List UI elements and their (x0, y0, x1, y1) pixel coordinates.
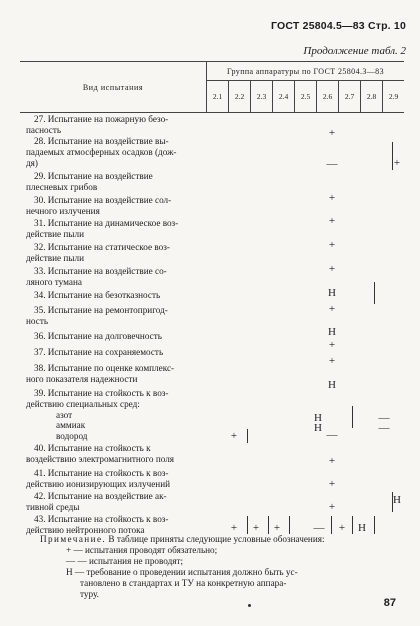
row-text: Испытание на стойкость к (47, 443, 151, 453)
column-rule (374, 282, 375, 304)
column-header: 2.7 (339, 81, 361, 112)
mark-h: Н (314, 422, 322, 434)
column-rule (247, 516, 248, 534)
row-text: Испытание на воздействие (47, 171, 153, 181)
row-text-cont: плесневых грибов (26, 181, 98, 192)
row-text: Испытание на стойкость к воз- (47, 388, 169, 398)
row-number: 30. (34, 195, 46, 205)
table-row (26, 218, 202, 240)
column-header: 2.1 (207, 81, 229, 112)
running-header (271, 20, 406, 32)
row-text-cont: ность (26, 315, 49, 326)
row-number: 29. (34, 171, 46, 181)
note-intro: В таблице приняты следующие условные обозначения: (108, 534, 325, 544)
table-row (26, 491, 202, 513)
table-row (26, 114, 202, 136)
row-text: Испытание на воздействие вы- (47, 136, 169, 146)
row-number: 37. (34, 347, 46, 357)
table-row (26, 388, 202, 442)
mark-plus: + (252, 522, 260, 534)
column-rule (392, 142, 393, 170)
note-legend-h-cont: туру. (80, 589, 99, 599)
note-legend-h: Н — требование о проведении испытания должно быть ус- (66, 567, 298, 577)
row-number: 27. (34, 114, 46, 124)
mark-plus: + (393, 157, 401, 169)
mark-minus: — (326, 429, 338, 441)
row-text: Испытание на пожарную безо- (47, 114, 169, 124)
table-row (26, 363, 202, 385)
mark-h: Н (328, 326, 336, 338)
row-text-cont: ного показателя надежности (26, 373, 138, 384)
test-type-header: Вид испытания (20, 62, 207, 113)
mark-plus: + (328, 215, 336, 227)
mark-minus: — (378, 422, 390, 434)
mark-minus: — (313, 522, 325, 534)
medium-vodorod: водород (56, 431, 88, 442)
mark-plus: + (338, 522, 346, 534)
page-mark (248, 604, 251, 607)
mark-plus: + (328, 339, 336, 351)
page-ref: Стр. 10 (367, 20, 406, 32)
column-headers (207, 81, 404, 113)
mark-plus: + (328, 478, 336, 490)
row-number: 33. (34, 266, 46, 276)
row-number: 43. (34, 514, 46, 524)
row-number: 42. (34, 491, 46, 501)
mark-plus: + (328, 501, 336, 513)
table-row (26, 347, 202, 358)
row-text: Испытание на стойкость к воз- (47, 514, 169, 524)
column-rule (331, 516, 332, 534)
mark-h: Н (358, 522, 366, 534)
row-text-cont: действие пыли (26, 252, 84, 263)
test-groups-table (20, 61, 404, 535)
table-row (26, 514, 202, 536)
mark-plus: + (230, 430, 238, 442)
mark-plus: + (328, 355, 336, 367)
row-number: 36. (34, 331, 46, 341)
row-text: Испытание на безотказность (47, 290, 161, 300)
row-number: 39. (34, 388, 46, 398)
table-note (40, 534, 400, 600)
column-rule (289, 516, 290, 534)
row-number: 31. (34, 218, 46, 228)
row-text: Испытание на воздействие ак- (47, 491, 167, 501)
row-text: Испытание на сохраняемость (47, 347, 164, 357)
row-text-cont: действию специальных сред: (26, 398, 140, 409)
standard-id: ГОСТ 25804.5—83 (271, 20, 365, 32)
row-number: 38. (34, 363, 46, 373)
table-row (26, 443, 202, 465)
column-rule (268, 516, 269, 534)
column-header: 2.3 (251, 81, 273, 112)
note-legend-minus: — — испытания не проводят; (66, 556, 184, 566)
row-text-cont: нечного излучения (26, 205, 100, 216)
mark-plus: + (328, 455, 336, 467)
row-number: 40. (34, 443, 46, 453)
table-row (26, 468, 202, 490)
row-text: Испытание на стойкость к воз- (47, 468, 169, 478)
column-header: 2.4 (273, 81, 295, 112)
row-text: Испытание на динамическое воз- (47, 218, 179, 228)
row-text: Испытание на воздействие сол- (47, 195, 172, 205)
table-row (26, 331, 202, 342)
note-legend-plus: + — испытания проводят обязательно; (66, 545, 218, 555)
equipment-group-header: Группа аппаратуры по ГОСТ 25804.3—83 (207, 62, 404, 81)
row-text: Испытание на долговечность (47, 331, 162, 341)
row-text-cont: воздействию электромагнитного поля (26, 453, 175, 464)
row-number: 34. (34, 290, 46, 300)
mark-plus: + (273, 522, 281, 534)
row-text-cont: действию ионизирующих излучений (26, 478, 171, 489)
page-number: 87 (383, 597, 396, 609)
note-title: Примечание. (40, 534, 107, 544)
table-row (26, 136, 202, 168)
row-text: Испытание по оценке комплекс- (47, 363, 175, 373)
mark-h: Н (314, 412, 322, 424)
table-row (26, 171, 202, 193)
row-text-cont: действию нейтронного потока (26, 524, 145, 535)
mark-h: Н (393, 494, 401, 506)
row-number: 35. (34, 305, 46, 315)
table-row (26, 266, 202, 288)
row-text-cont: пасность (26, 124, 62, 135)
medium-azot: азот (56, 409, 73, 420)
row-number: 28. (34, 136, 46, 146)
mark-minus: — (326, 158, 338, 170)
mark-plus: + (328, 192, 336, 204)
table-row (26, 290, 202, 301)
row-text: Испытание на ремонтопригод- (47, 305, 168, 315)
mark-h: Н (328, 379, 336, 391)
row-text-cont: тивной среды (26, 501, 80, 512)
row-text-cont: ляного тумана (26, 276, 82, 287)
note-legend-h-cont: тановлено в стандартах и ТУ на конкретную аппара- (80, 578, 287, 588)
column-header: 2.8 (361, 81, 383, 112)
column-rule (352, 406, 353, 428)
table-row (26, 195, 202, 217)
row-text-cont: действие пыли (26, 228, 84, 239)
table-row (26, 242, 202, 264)
table-marks (207, 114, 404, 534)
row-text-cont: падаемых атмосферных осадков (дож- (26, 146, 177, 157)
column-rule (247, 429, 248, 443)
row-number: 41. (34, 468, 46, 478)
mark-plus: + (230, 522, 238, 534)
column-header: 2.6 (317, 81, 339, 112)
mark-minus: — (378, 412, 390, 424)
table-continuation-caption: Продолжение табл. 2 (303, 45, 406, 57)
row-number: 32. (34, 242, 46, 252)
mark-plus: + (328, 263, 336, 275)
column-rule (374, 516, 375, 534)
mark-plus: + (328, 127, 336, 139)
mark-h: Н (328, 287, 336, 299)
column-rule (352, 516, 353, 534)
row-text: Испытание на статическое воз- (47, 242, 170, 252)
column-header: 2.5 (295, 81, 317, 112)
column-header: 2.2 (229, 81, 251, 112)
mark-plus: + (328, 239, 336, 251)
row-text-cont: дя) (26, 157, 38, 168)
mark-plus: + (328, 303, 336, 315)
table-row (26, 305, 202, 327)
row-text: Испытание на воздействие со- (47, 266, 167, 276)
medium-ammiak: аммиак (56, 420, 86, 431)
column-header: 2.9 (388, 92, 399, 101)
